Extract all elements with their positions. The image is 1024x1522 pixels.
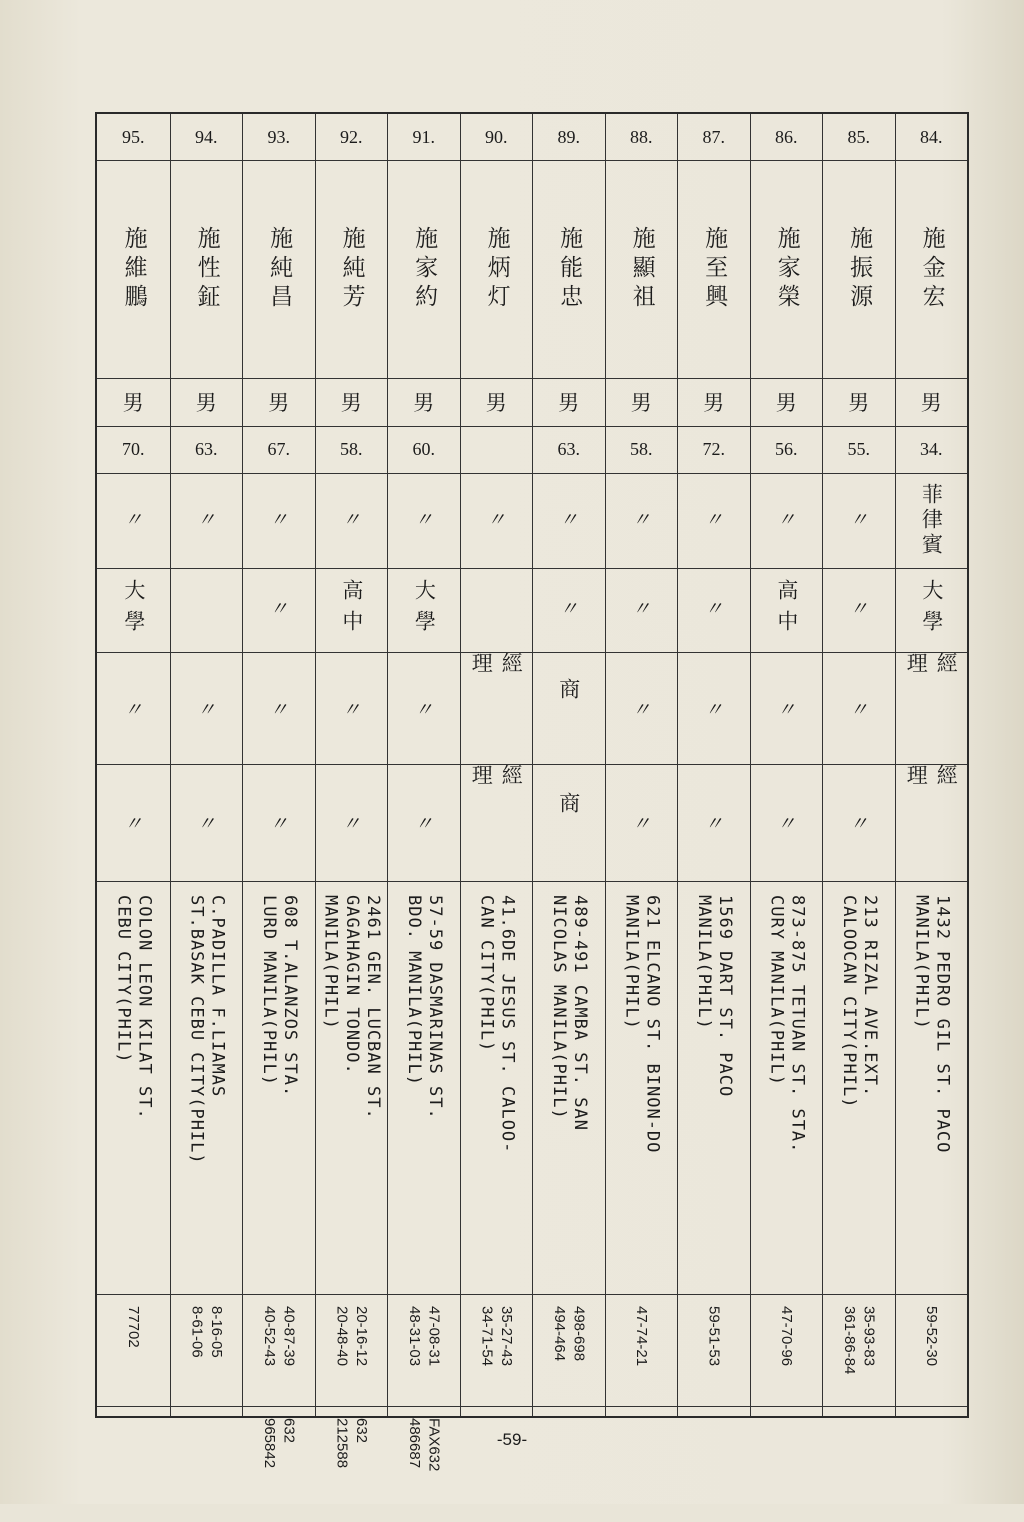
- member-age-text: 55.: [847, 439, 870, 459]
- member-education: [171, 568, 243, 652]
- member-age: [823, 426, 895, 473]
- member-age: [896, 426, 968, 473]
- row-number-text: 87.: [702, 126, 725, 147]
- member-age: [171, 426, 243, 473]
- member-education-text: 大學: [412, 579, 437, 641]
- member-address: [171, 881, 243, 1294]
- member-age-text: 56.: [775, 439, 798, 459]
- member-age-text: 34.: [920, 439, 943, 459]
- member-name: [461, 160, 533, 378]
- member-phone: [171, 1294, 243, 1406]
- member-sex: [823, 378, 895, 426]
- member-name-text: 施家榮: [773, 225, 800, 313]
- member-sex-text: 男: [920, 391, 942, 415]
- member-note: [533, 1406, 605, 1522]
- member-phone: [751, 1294, 823, 1406]
- member-education: [461, 568, 533, 652]
- member-sex: [606, 378, 678, 426]
- member-education-text: 〃: [559, 598, 579, 620]
- member-occupation-text: 〃: [849, 699, 869, 721]
- member-education: [243, 568, 315, 652]
- member-address-text: 57-59 DASMARINAS ST. BDO. MANILA(PHIL): [403, 895, 445, 1120]
- member-position-text: 〃: [123, 814, 143, 835]
- member-education-text: 高中: [339, 579, 364, 641]
- member-occupation: [533, 652, 605, 764]
- table-row: [895, 114, 968, 1416]
- member-address-text: 608 T.ALANZOS STA. LURD MANILA(PHIL): [258, 895, 300, 1098]
- member-sex-text: 男: [122, 391, 144, 415]
- row-number-text: 88.: [630, 126, 653, 147]
- member-phone: [678, 1294, 750, 1406]
- member-phone-text: 40-87-39 40-52-43: [260, 1306, 298, 1367]
- member-address-text: 1432 PEDRO GIL ST. PACO MANILA(PHIL): [911, 895, 953, 1154]
- member-name-text: 施維鵬: [120, 225, 147, 313]
- row-number-text: 93.: [267, 126, 290, 147]
- row-number: [751, 114, 823, 160]
- row-number-text: 84.: [920, 126, 943, 147]
- member-nationality-text: 〃: [486, 509, 506, 531]
- table-row: [170, 114, 243, 1416]
- member-nationality-text: 〃: [123, 509, 143, 531]
- member-sex-text: 男: [340, 391, 362, 415]
- member-position: [896, 764, 968, 881]
- member-position-text: 經理: [469, 764, 524, 825]
- member-name-text: 施性鉦: [193, 225, 220, 313]
- member-phone: [896, 1294, 968, 1406]
- member-occupation: [243, 652, 315, 764]
- member-nationality-text: 〃: [196, 509, 216, 531]
- member-position-text: 〃: [269, 814, 289, 835]
- member-education: [97, 568, 170, 652]
- member-education-text: 〃: [269, 598, 289, 620]
- row-number-text: 94.: [195, 126, 218, 147]
- row-number: [243, 114, 315, 160]
- member-occupation-text: 〃: [196, 699, 216, 721]
- member-note: [388, 1406, 460, 1522]
- member-age-text: 67.: [267, 439, 290, 459]
- member-nationality: [171, 473, 243, 568]
- member-nationality: [678, 473, 750, 568]
- row-number: [823, 114, 895, 160]
- member-nationality-text: 菲律賓: [919, 483, 944, 558]
- member-nationality: [388, 473, 460, 568]
- member-name: [533, 160, 605, 378]
- member-nationality: [823, 473, 895, 568]
- member-address-text: 621 ELCANO ST. BINON-DO MANILA(PHIL): [621, 895, 663, 1154]
- member-position-text: 〃: [704, 814, 724, 835]
- member-name-text: 施振源: [846, 225, 873, 313]
- member-name-text: 施純芳: [338, 225, 365, 313]
- member-phone-text: 498-698 494-464: [550, 1306, 588, 1362]
- member-sex-text: 男: [703, 391, 725, 415]
- member-nationality: [606, 473, 678, 568]
- table-row: [822, 114, 895, 1416]
- member-note-text: 632 965842: [260, 1418, 298, 1469]
- member-sex-text: 男: [485, 391, 507, 415]
- member-sex: [678, 378, 750, 426]
- member-occupation-text: 〃: [631, 699, 651, 721]
- member-education: [823, 568, 895, 652]
- member-age-text: 72.: [702, 439, 725, 459]
- member-nationality: [896, 473, 968, 568]
- member-age-text: 63.: [195, 439, 218, 459]
- member-note: [316, 1406, 388, 1522]
- member-position: [388, 764, 460, 881]
- table-row: [97, 114, 170, 1416]
- member-position: [243, 764, 315, 881]
- member-sex: [896, 378, 968, 426]
- member-sex: [388, 378, 460, 426]
- member-address: [606, 881, 678, 1294]
- member-occupation: [171, 652, 243, 764]
- member-nationality-text: 〃: [341, 509, 361, 531]
- member-occupation: [896, 652, 968, 764]
- member-nationality: [243, 473, 315, 568]
- member-position-text: 〃: [631, 814, 651, 835]
- member-phone-text: 47-70-96: [778, 1306, 795, 1367]
- table-row: [677, 114, 750, 1416]
- member-position-text: 經理: [904, 764, 959, 825]
- member-note: [678, 1406, 750, 1522]
- member-age: [751, 426, 823, 473]
- member-position: [461, 764, 533, 881]
- member-address: [388, 881, 460, 1294]
- member-sex: [533, 378, 605, 426]
- member-name: [678, 160, 750, 378]
- member-nationality-text: 〃: [269, 509, 289, 531]
- table-row: [315, 114, 388, 1469]
- member-phone-text: 59-51-53: [705, 1306, 723, 1367]
- member-address-text: 1569 DART ST. PACO MANILA(PHIL): [693, 895, 735, 1098]
- member-note: [896, 1406, 968, 1522]
- member-note-text: FAX632 486687: [405, 1418, 443, 1472]
- member-phone-text: 59-52-30: [923, 1306, 940, 1367]
- member-occupation-text: 經理: [469, 652, 524, 713]
- member-address-text: COLON LEON KILAT ST. CEBU CITY(PHIL): [113, 895, 155, 1120]
- member-occupation: [823, 652, 895, 764]
- member-occupation-text: 〃: [341, 699, 361, 721]
- table-row: [460, 114, 533, 1416]
- row-number: [533, 114, 605, 160]
- member-name-text: 施家約: [411, 225, 438, 313]
- member-position-text: 商: [556, 792, 581, 853]
- member-education: [388, 568, 460, 652]
- member-name-text: 施金宏: [918, 225, 945, 313]
- member-phone-text: 35-27-43 34-71-54: [478, 1306, 515, 1367]
- row-number: [461, 114, 533, 160]
- member-education-text: 高中: [774, 579, 799, 641]
- member-nationality-text: 〃: [631, 509, 651, 531]
- member-position: [171, 764, 243, 881]
- member-phone-text: 47-74-21: [633, 1306, 650, 1367]
- row-number: [97, 114, 170, 160]
- member-sex: [316, 378, 388, 426]
- member-phone: [316, 1294, 388, 1406]
- member-age-text: 58.: [630, 439, 653, 459]
- member-sex: [243, 378, 315, 426]
- row-number-text: 92.: [340, 126, 363, 147]
- member-occupation: [97, 652, 170, 764]
- member-occupation: [461, 652, 533, 764]
- member-phone-text: 20-16-12 20-48-40: [333, 1306, 370, 1367]
- member-position-text: 〃: [196, 814, 216, 835]
- member-note: [461, 1406, 533, 1522]
- member-table: [95, 112, 969, 1472]
- member-occupation: [316, 652, 388, 764]
- member-name: [171, 160, 243, 378]
- member-education: [678, 568, 750, 652]
- member-education: [896, 568, 968, 652]
- member-phone: [388, 1294, 460, 1406]
- row-number: [678, 114, 750, 160]
- member-position-text: 〃: [849, 814, 869, 835]
- member-name-text: 施炳灯: [483, 225, 510, 313]
- member-education-text: 〃: [704, 598, 724, 620]
- member-occupation-text: 〃: [704, 699, 724, 721]
- member-name: [606, 160, 678, 378]
- member-name: [751, 160, 823, 378]
- table-row: [532, 114, 605, 1416]
- page-number: -59-: [496, 1430, 528, 1449]
- row-number: [606, 114, 678, 160]
- member-position-text: 〃: [341, 814, 361, 835]
- member-occupation: [678, 652, 750, 764]
- member-age: [606, 426, 678, 473]
- member-position: [823, 764, 895, 881]
- member-sex-text: 男: [413, 391, 435, 415]
- member-sex-text: 男: [558, 391, 580, 415]
- member-phone: [533, 1294, 605, 1406]
- member-address-text: 873-875 TETUAN ST. STA. CURY MANILA(PHIL): [766, 895, 808, 1154]
- member-occupation: [606, 652, 678, 764]
- member-nationality-text: 〃: [414, 509, 434, 531]
- member-position: [316, 764, 388, 881]
- member-address: [678, 881, 750, 1294]
- member-sex-text: 男: [775, 391, 797, 415]
- member-position: [97, 764, 170, 881]
- member-address-text: C.PADILLA F.LIAMAS ST.BASAK CEBU CITY(PHIL): [186, 895, 228, 1165]
- member-position-text: 〃: [776, 814, 796, 835]
- member-address: [316, 881, 388, 1294]
- member-age-text: 60.: [412, 439, 435, 459]
- member-occupation: [388, 652, 460, 764]
- member-phone: [823, 1294, 895, 1406]
- member-age: [461, 426, 533, 473]
- member-age: [533, 426, 605, 473]
- table-row: [605, 114, 678, 1416]
- member-address: [751, 881, 823, 1294]
- member-age: [243, 426, 315, 473]
- member-occupation-text: 〃: [123, 699, 143, 721]
- member-nationality-text: 〃: [849, 509, 869, 531]
- member-nationality: [316, 473, 388, 568]
- member-occupation-text: 〃: [776, 699, 796, 721]
- member-name: [243, 160, 315, 378]
- member-name-text: 施純昌: [266, 225, 293, 313]
- member-occupation-text: 商: [556, 677, 581, 739]
- member-age: [678, 426, 750, 473]
- member-address: [461, 881, 533, 1294]
- member-occupation-text: 〃: [269, 699, 289, 721]
- member-note: [243, 1406, 315, 1522]
- member-address: [896, 881, 968, 1294]
- member-note-text: 632 212588: [333, 1418, 370, 1469]
- member-address-text: 2461 GEN. LUCBAN ST. GAGAHAGIN TONDO. MANILA(PHIL): [320, 895, 384, 1120]
- row-number: [316, 114, 388, 160]
- row-number-text: 95.: [122, 126, 145, 147]
- member-age: [316, 426, 388, 473]
- member-nationality: [97, 473, 170, 568]
- member-position: [751, 764, 823, 881]
- row-number-text: 91.: [412, 126, 435, 147]
- member-name: [896, 160, 968, 378]
- member-nationality-text: 〃: [776, 509, 796, 531]
- member-position-text: 〃: [414, 814, 434, 835]
- member-education-text: 大學: [121, 579, 146, 641]
- member-nationality-text: 〃: [559, 509, 579, 531]
- member-sex-text: 男: [268, 391, 290, 415]
- row-number-text: 89.: [557, 126, 580, 147]
- member-position: [533, 764, 605, 881]
- table-row: [242, 114, 315, 1469]
- member-education: [751, 568, 823, 652]
- member-education-text: 大學: [919, 579, 944, 641]
- member-note: [97, 1406, 170, 1522]
- member-sex-text: 男: [848, 391, 870, 415]
- member-name-text: 施能忠: [556, 225, 583, 313]
- member-education: [533, 568, 605, 652]
- member-address-text: 41.6DE JESUS ST. CALOO- CAN CITY(PHIL): [476, 895, 518, 1154]
- member-education-text: 〃: [849, 598, 869, 620]
- member-sex: [171, 378, 243, 426]
- member-address: [823, 881, 895, 1294]
- member-nationality: [533, 473, 605, 568]
- member-education: [606, 568, 678, 652]
- member-age-text: 70.: [122, 439, 145, 459]
- member-occupation: [751, 652, 823, 764]
- row-number: [388, 114, 460, 160]
- member-occupation-text: 〃: [414, 699, 434, 721]
- member-age-text: 58.: [340, 439, 363, 459]
- member-sex: [97, 378, 170, 426]
- member-name: [97, 160, 170, 378]
- member-name-text: 施顯祖: [628, 225, 655, 313]
- row-number-text: 90.: [485, 126, 508, 147]
- member-age: [388, 426, 460, 473]
- member-position: [606, 764, 678, 881]
- row-number: [171, 114, 243, 160]
- member-note: [751, 1406, 823, 1522]
- member-age-text: 63.: [557, 439, 580, 459]
- member-phone-text: 8-16-05 8-61-06: [188, 1306, 225, 1358]
- member-phone-text: 35-93-83 361-86-84: [840, 1306, 878, 1375]
- member-address: [97, 881, 170, 1294]
- member-address: [533, 881, 605, 1294]
- member-nationality-text: 〃: [704, 509, 724, 531]
- member-note: [171, 1406, 243, 1522]
- member-sex-text: 男: [630, 391, 652, 415]
- member-education: [316, 568, 388, 652]
- row-number-text: 86.: [775, 126, 798, 147]
- row-number: [896, 114, 968, 160]
- member-sex: [461, 378, 533, 426]
- member-name: [823, 160, 895, 378]
- member-phone: [461, 1294, 533, 1406]
- member-note: [606, 1406, 678, 1522]
- member-phone-text: 47-08-31 48-31-03: [405, 1306, 443, 1367]
- row-number-text: 85.: [847, 126, 870, 147]
- member-nationality: [751, 473, 823, 568]
- member-sex-text: 男: [195, 391, 217, 415]
- member-phone: [606, 1294, 678, 1406]
- member-address-text: 213 RIZAL AVE.EXT. CALOOCAN CITY(PHIL): [838, 895, 880, 1109]
- table-row: [387, 114, 460, 1472]
- member-address: [243, 881, 315, 1294]
- member-name-text: 施至興: [701, 225, 728, 313]
- table-row: [750, 114, 823, 1416]
- member-name: [388, 160, 460, 378]
- member-education-text: 〃: [631, 598, 651, 620]
- member-position: [678, 764, 750, 881]
- member-name: [316, 160, 388, 378]
- member-phone: [97, 1294, 170, 1406]
- member-occupation-text: 經理: [904, 652, 959, 713]
- member-sex: [751, 378, 823, 426]
- member-phone: [243, 1294, 315, 1406]
- member-note: [823, 1406, 895, 1522]
- member-address-text: 489-491 CAMBA ST. SAN NICOLAS MANILA(PHIL): [548, 895, 590, 1131]
- member-nationality: [461, 473, 533, 568]
- member-phone-text: 77702: [125, 1306, 142, 1348]
- member-age: [97, 426, 170, 473]
